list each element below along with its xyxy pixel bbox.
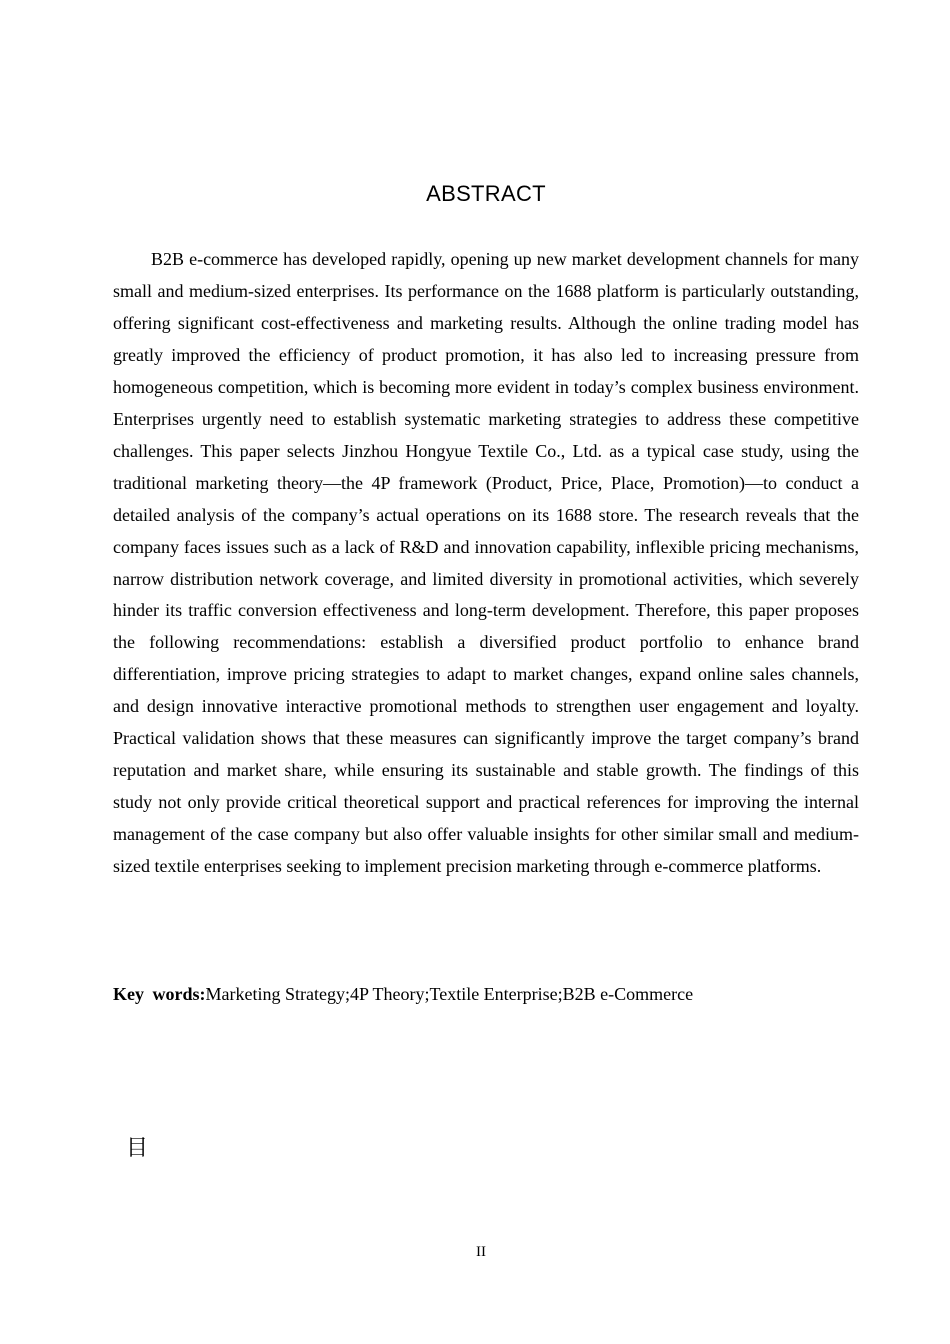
keywords-line xyxy=(113,978,859,1010)
abstract-paragraph: B2B e-commerce has developed rapidly, opening up new market development channels for many small and medium-sized enterprises. Its performance on the 1688 platform is particularly outstanding, offering significant cost-effectiveness and marketing results. Although the online trading model has greatly improved the efficiency of product promotion, it has also led to increasing pressure from homogeneous competition, which is becoming more evident in today’s complex business environment. Enterprises urgently need to establish systematic marketing strategies to address these competitive challenges. This paper selects Jinzhou Hongyue Textile Co., Ltd. as a typical case study, using the traditional marketing theory—the 4P framework (Product, Price, Place, Promotion)—to conduct a detailed analysis of the company’s actual operations on its 1688 store. The research reveals that the company faces issues such as a lack of R&D and innovation capability, inflexible pricing mechanisms, narrow distribution network coverage, and limited diversity in promotional activities, which severely hinder its traffic conversion effectiveness and long-term development. Therefore, this paper proposes the following recommendations: establish a diversified product portfolio to enhance brand differentiation, improve pricing strategies to adapt to market changes, expand online sales channels, and design innovative interactive promotional methods to strengthen user engagement and loyalty. Practical validation shows that these measures can significantly improve the target company’s brand reputation and market share, while ensuring its sustainable and stable growth. The findings of this study not only provide critical theoretical support and practical references for improving the internal management of the case company but also offer valuable insights for other similar small and medium-sized textile enterprises seeking to implement precision marketing through e-commerce platforms. xyxy=(113,249,859,877)
keywords-value: Marketing Strategy;4P Theory;Textile Enterprise;B2B e-Commerce xyxy=(205,984,694,1004)
toc-heading-fragment: 目 xyxy=(126,1136,149,1161)
page-number: II xyxy=(476,1244,486,1260)
keywords-label: Key words: xyxy=(113,984,206,1004)
abstract-title: ABSTRACT xyxy=(426,181,546,206)
